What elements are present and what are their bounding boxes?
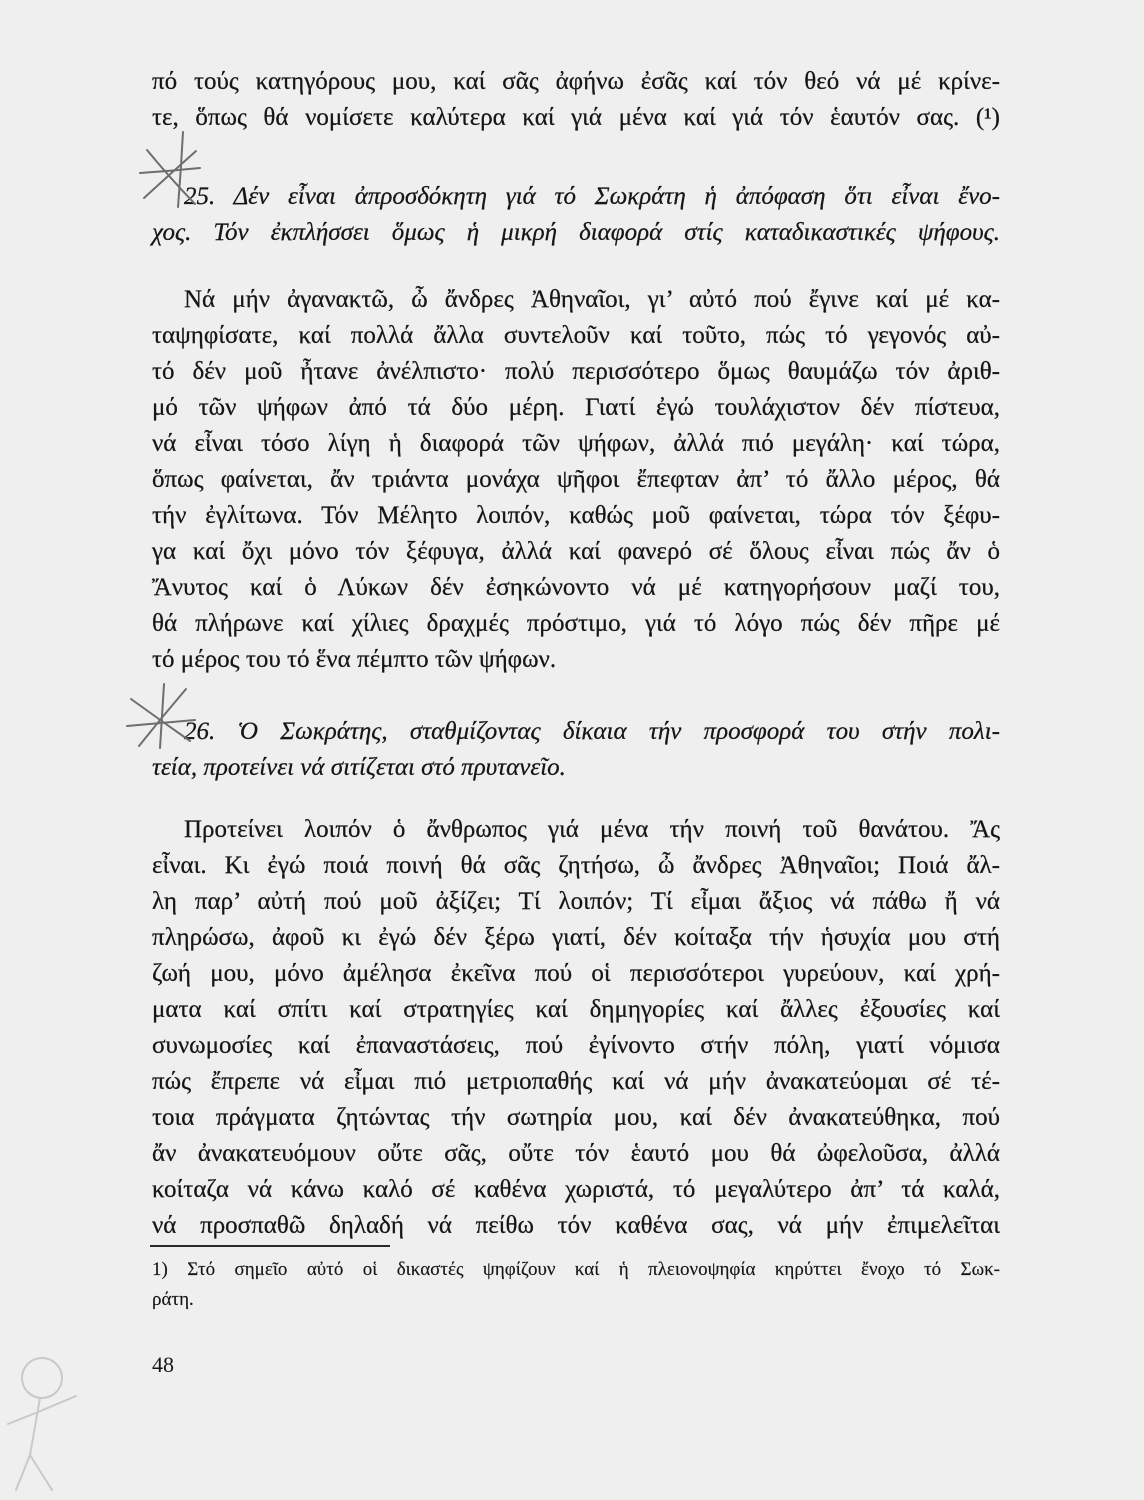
text-line: εἶναι. Κι ἐγώ ποιά ποινή θά σᾶς ζητήσω, ὦ ἄνδρες Ἀθηναῖοι; Ποιά ἄλ- [152, 852, 1000, 879]
text-line: Προτείνει λοιπόν ὁ ἄνθρωπος γιά μένα τήν ποινή τοῦ θανάτου. Ἄς [184, 816, 1000, 843]
heading-line: 25. Δέν εἶναι ἀπροσδόκητη γιά τό Σωκράτη ἡ ἀπόφαση ὅτι εἶναι ἔνο- [184, 183, 1000, 210]
text-line: τό μέρος του τό ἕνα πέμπτο τῶν ψήφων. [152, 646, 557, 673]
heading-line: τεία, προτείνει νά σιτίζεται στό πρυτανεῖο. [152, 754, 566, 781]
text-line: νά εἶναι τόσο λίγη ἡ διαφορά τῶν ψήφων, ἀλλά πιό μεγάλη· καί τώρα, [152, 430, 1000, 457]
page-number: 48 [152, 1352, 174, 1377]
text-line: πληρώσω, ἀφοῦ κι ἐγώ δέν ξέρω γιατί, δέν κοίταξα τήν ἡσυχία μου στή [152, 924, 1000, 951]
text-line: συνωμοσίες καί ἐπαναστάσεις, πού ἐγίνοντο στήν πόλη, γιατί νόμισα [152, 1032, 1000, 1059]
text-line: τό δέν μοῦ ἦτανε ἀνέλπιστο· πολύ περισσότερο ὅμως θαυμάζω τόν ἀριθ- [152, 358, 1000, 385]
text-line: ταψηφίσατε, καί πολλά ἄλλα συντελοῦν καί τοῦτο, πώς τό γεγονός αὐ- [152, 322, 1000, 349]
text-line: Νά μήν ἀγανακτῶ, ὦ ἄνδρες Ἀθηναῖοι, γι’ αὐτό πού ἔγινε καί μέ κα- [184, 286, 1000, 313]
footnote-line: 1) Στό σημεῖο αὐτό οἱ δικαστές ψηφίζουν καί ἡ πλειονοψηφία κηρύττει ἔνοχο τό Σωκ- [152, 1259, 1000, 1280]
text-line: λη παρ’ αὐτή πού μοῦ ἀξίζει; Τί λοιπόν; Τί εἶμαι ἄξιος νά πάθω ἤ νά [152, 888, 1000, 915]
text-line: ζωή μου, μόνο ἀμέλησα ἐκεῖνα πού οἱ περισσότεροι γυρεύουν, καί χρή- [152, 960, 1000, 987]
heading-line: χος. Τόν ἐκπλήσσει ὅμως ἡ μικρή διαφορά στίς καταδικαστικές ψήφους. [152, 219, 1000, 246]
text-line: νά προσπαθῶ δηλαδή νά πείθω τόν καθένα σας, νά μήν ἐπιμελεῖται [152, 1212, 1000, 1239]
text-line: κοίταζα νά κάνω καλό σέ καθένα χωριστά, τό μεγαλύτερο ἀπ’ τά καλά, [152, 1176, 1000, 1203]
text-line: γα καί ὄχι μόνο τόν ξέφυγα, ἀλλά καί φανερό σέ ὅλους εἶναι πώς ἄν ὁ [152, 538, 1000, 565]
section-26-body [152, 812, 1000, 1244]
continuation-text [152, 64, 1000, 136]
section-25-heading [152, 179, 1000, 251]
pencil-doodle [8, 1358, 76, 1490]
text-line: ματα καί σπίτι καί στρατηγίες καί δημηγορίες καί ἄλλες ἐξουσίες καί [152, 996, 1000, 1023]
footnote [152, 1255, 1000, 1315]
text-line: πώς ἔπρεπε νά εἶμαι πιό μετριοπαθής καί νά μήν ἀνακατεύομαι σέ τέ- [152, 1068, 1000, 1095]
text-line: μό τῶν ψήφων ἀπό τά δύο μέρη. Γιατί ἐγώ τουλάχιστον δέν πίστευα, [152, 394, 1000, 421]
text-line: Ἄνυτος καί ὁ Λύκων δέν ἐσηκώνοντο νά μέ κατηγορήσουν μαζί του, [152, 574, 1000, 601]
footnote-line: ράτη. [152, 1289, 194, 1310]
text-line: τοια πράγματα ζητώντας τήν σωτηρία μου, καί δέν ἀνακατεύθηκα, πού [152, 1104, 1000, 1131]
text-line: τε, ὅπως θά νομίσετε καλύτερα καί γιά μένα καί γιά τόν ἑαυτόν σας. (¹) [152, 104, 1000, 131]
text-line: θά πλήρωνε καί χίλιες δραχμές πρόστιμο, γιά τό λόγο πώς δέν πῆρε μέ [152, 610, 1000, 637]
text-line: ὅπως φαίνεται, ἄν τριάντα μονάχα ψῆφοι ἔπεφταν ἀπ’ τό ἄλλο μέρος, θά [152, 466, 1000, 493]
text-line: τήν ἐγλίτωνα. Τόν Μέλητο λοιπόν, καθώς μοῦ φαίνεται, τώρα τόν ξέφυ- [152, 502, 1000, 529]
text-line: ἄν ἀνακατευόμουν οὔτε σᾶς, οὔτε τόν ἑαυτό μου θά ὠφελοῦσα, ἀλλά [152, 1140, 1000, 1167]
section-25-body [152, 282, 1000, 678]
text-line: πό τούς κατηγόρους μου, καί σᾶς ἀφήνω ἐσᾶς καί τόν θεό νά μέ κρίνε- [152, 68, 1000, 95]
heading-line: 26. Ὁ Σωκράτης, σταθμίζοντας δίκαια τήν προσφορά του στήν πολι- [184, 718, 1000, 745]
footnote-divider [150, 1245, 390, 1247]
section-26-heading [152, 714, 1000, 786]
